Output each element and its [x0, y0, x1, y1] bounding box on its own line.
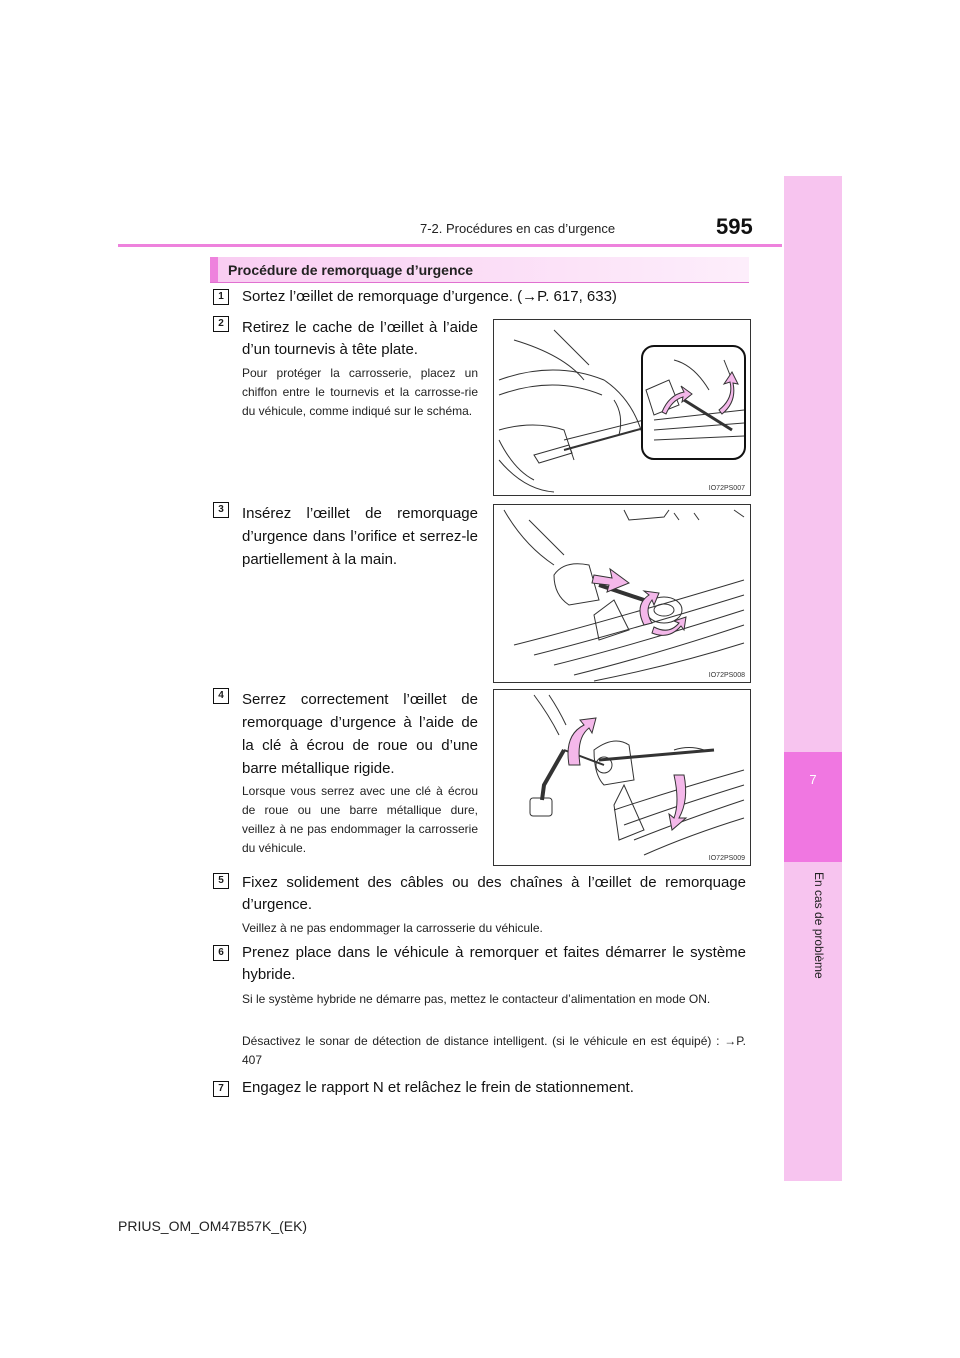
- chapter-title: En cas de problème: [812, 872, 826, 979]
- figure-tighten-eyelet: [493, 689, 751, 866]
- step-number-2: 2: [213, 316, 229, 332]
- running-header-section: 7-2. Procédures en cas d’urgence: [420, 221, 616, 236]
- step-2-text: Retirez le cache de l’œillet à l’aide d’un tournevis à tête plate.: [242, 319, 478, 358]
- step-1-text: Sortez l’œillet de remorquage d’urgence. (→P. 617, 633): [242, 288, 617, 305]
- step-3-text: Insérez l’œillet de remorquage d’urgence dans l’orifice et serrez-le partiellement à la main.: [242, 505, 478, 568]
- page-number: 595: [716, 214, 753, 239]
- figure-code: IO72PS008: [708, 672, 745, 679]
- step-6-note: Si le système hybride ne démarre pas, mettez le contacteur d’alimentation en mode ON.: [242, 992, 711, 1006]
- step-6-note-2: Désactivez le sonar de détection de distance intelligent. (si le véhicule en est équipé) : →P. 407: [242, 1034, 746, 1067]
- figure-insert-eyelet: [493, 504, 751, 683]
- section-heading: Procédure de remorquage d’urgence: [228, 262, 474, 278]
- remove-cover-illustration: [494, 320, 750, 495]
- chapter-tab-marker: [784, 752, 842, 862]
- chapter-number: 7: [809, 772, 817, 787]
- document-footer-code: PRIUS_OM_OM47B57K_(EK): [118, 1218, 308, 1234]
- step-2-note: Pour protéger la carrosserie, placez un chiffon entre le tournevis et la carrosse-rie du véhicule, comme indiqué sur le schéma.: [242, 366, 478, 418]
- step-5-note: Veillez à ne pas endommager la carrosserie du véhicule.: [242, 921, 543, 935]
- step-number-3: 3: [213, 502, 229, 518]
- step-5-text: Fixez solidement des câbles ou des chaînes à l’œillet de remorquage d’urgence.: [242, 874, 746, 913]
- header-rule: [118, 244, 782, 247]
- step-number-6: 6: [213, 945, 229, 961]
- figure-code: IO72PS009: [708, 855, 745, 862]
- step-number-7: 7: [213, 1081, 229, 1097]
- insert-eyelet-illustration: [494, 505, 750, 682]
- step-4-note: Lorsque vous serrez avec une clé à écrou de roue ou une barre métallique dure, veillez à ne pas endommager la carrosserie du véhicule.: [242, 784, 478, 855]
- chapter-side-tab: [784, 176, 842, 1181]
- figure-code: IO72PS007: [708, 485, 745, 492]
- step-number-1: 1: [213, 289, 229, 305]
- step-number-5: 5: [213, 873, 229, 889]
- step-6-text: Prenez place dans le véhicule à remorquer et faites démarrer le système hybride.: [242, 944, 746, 983]
- step-7-text: Engagez le rapport N et relâchez le frein de stationnement.: [242, 1079, 634, 1096]
- tighten-eyelet-illustration: [494, 690, 750, 865]
- figure-remove-cover: [493, 319, 751, 496]
- step-number-4: 4: [213, 688, 229, 704]
- step-4-text: Serrez correctement l’œillet de remorquage d’urgence à l’aide de la clé à écrou de roue ou d’une barre métallique rigide.: [242, 691, 478, 777]
